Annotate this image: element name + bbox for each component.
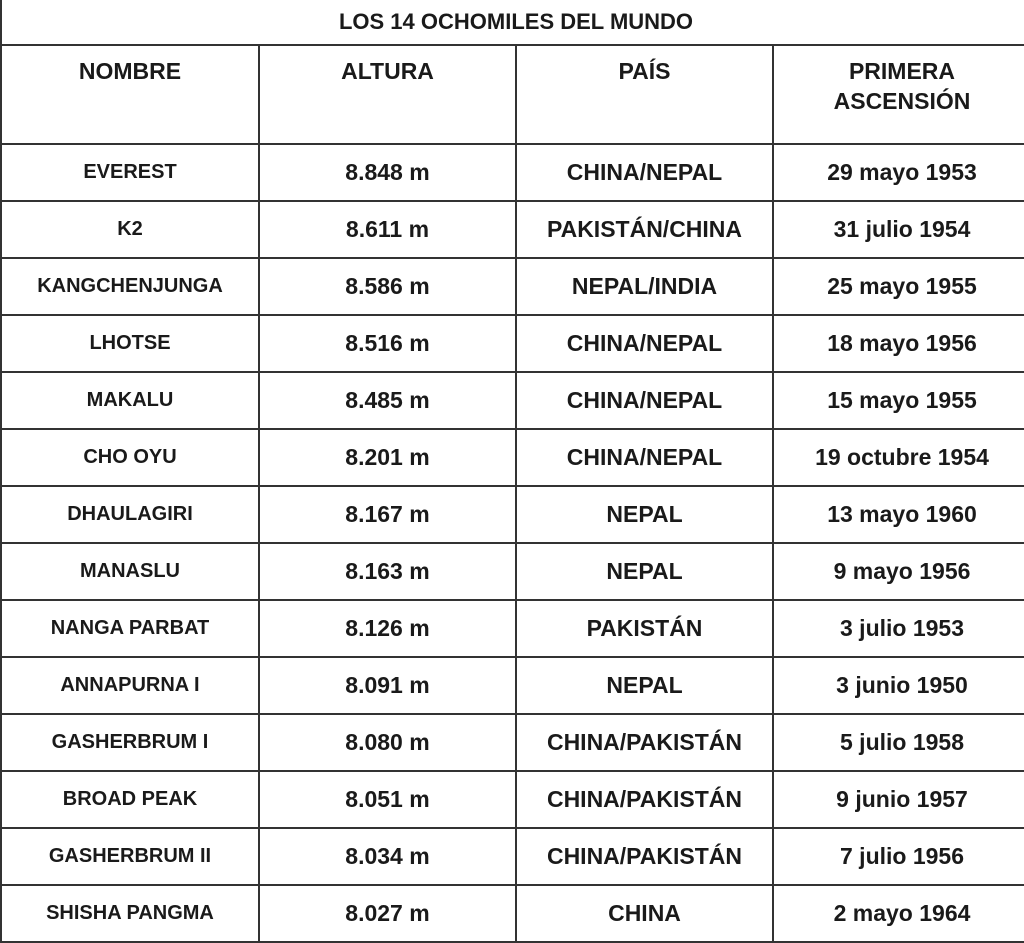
table-row	[1, 543, 1024, 600]
cell-nombre: ANNAPURNA I	[1, 657, 259, 714]
cell-primera-ascension: 2 mayo 1964	[773, 885, 1024, 942]
cell-nombre: MANASLU	[1, 543, 259, 600]
cell-altura: 8.080 m	[259, 714, 516, 771]
cell-pais: CHINA/NEPAL	[516, 372, 773, 429]
cell-primera-ascension: 15 mayo 1955	[773, 372, 1024, 429]
cell-pais: CHINA/NEPAL	[516, 315, 773, 372]
cell-pais: CHINA	[516, 885, 773, 942]
cell-altura: 8.027 m	[259, 885, 516, 942]
cell-altura: 8.586 m	[259, 258, 516, 315]
cell-nombre: DHAULAGIRI	[1, 486, 259, 543]
cell-nombre: CHO OYU	[1, 429, 259, 486]
cell-primera-ascension: 5 julio 1958	[773, 714, 1024, 771]
header-pais: PAÍS	[516, 45, 773, 144]
header-altura: ALTURA	[259, 45, 516, 144]
table-title: LOS 14 OCHOMILES DEL MUNDO	[1, 0, 1024, 45]
cell-nombre: LHOTSE	[1, 315, 259, 372]
cell-pais: NEPAL	[516, 486, 773, 543]
header-primera-ascension-line1: PRIMERA	[848, 58, 956, 84]
cell-primera-ascension: 9 junio 1957	[773, 771, 1024, 828]
cell-pais: PAKISTÁN/CHINA	[516, 201, 773, 258]
table-title-row	[1, 0, 1024, 45]
cell-pais: CHINA/NEPAL	[516, 144, 773, 201]
table-body	[1, 144, 1024, 942]
cell-altura: 8.848 m	[259, 144, 516, 201]
cell-pais: NEPAL	[516, 657, 773, 714]
cell-nombre: BROAD PEAK	[1, 771, 259, 828]
cell-primera-ascension: 19 octubre 1954	[773, 429, 1024, 486]
cell-pais: CHINA/PAKISTÁN	[516, 828, 773, 885]
cell-altura: 8.051 m	[259, 771, 516, 828]
table-row	[1, 486, 1024, 543]
table-row	[1, 429, 1024, 486]
cell-primera-ascension: 29 mayo 1953	[773, 144, 1024, 201]
cell-nombre: GASHERBRUM I	[1, 714, 259, 771]
table-row	[1, 315, 1024, 372]
table-row	[1, 885, 1024, 942]
cell-altura: 8.034 m	[259, 828, 516, 885]
cell-altura: 8.201 m	[259, 429, 516, 486]
cell-pais: PAKISTÁN	[516, 600, 773, 657]
cell-nombre: NANGA PARBAT	[1, 600, 259, 657]
cell-nombre: GASHERBRUM II	[1, 828, 259, 885]
cell-altura: 8.167 m	[259, 486, 516, 543]
cell-altura: 8.485 m	[259, 372, 516, 429]
cell-nombre: KANGCHENJUNGA	[1, 258, 259, 315]
table-row	[1, 144, 1024, 201]
table-row	[1, 372, 1024, 429]
cell-nombre: MAKALU	[1, 372, 259, 429]
cell-pais: NEPAL	[516, 543, 773, 600]
cell-nombre: SHISHA PANGMA	[1, 885, 259, 942]
cell-altura: 8.516 m	[259, 315, 516, 372]
table-row	[1, 771, 1024, 828]
header-primera-ascension-line2: ASCENSIÓN	[833, 88, 971, 114]
cell-pais: CHINA/PAKISTÁN	[516, 714, 773, 771]
cell-nombre: K2	[1, 201, 259, 258]
cell-altura: 8.091 m	[259, 657, 516, 714]
cell-primera-ascension: 18 mayo 1956	[773, 315, 1024, 372]
cell-primera-ascension: 3 julio 1953	[773, 600, 1024, 657]
cell-pais: NEPAL/INDIA	[516, 258, 773, 315]
cell-altura: 8.163 m	[259, 543, 516, 600]
table-row	[1, 828, 1024, 885]
table-row	[1, 258, 1024, 315]
cell-altura: 8.126 m	[259, 600, 516, 657]
cell-nombre: EVEREST	[1, 144, 259, 201]
table-row	[1, 201, 1024, 258]
table-row	[1, 714, 1024, 771]
cell-pais: CHINA/PAKISTÁN	[516, 771, 773, 828]
cell-primera-ascension: 31 julio 1954	[773, 201, 1024, 258]
cell-primera-ascension: 25 mayo 1955	[773, 258, 1024, 315]
cell-pais: CHINA/NEPAL	[516, 429, 773, 486]
table-row	[1, 657, 1024, 714]
cell-primera-ascension: 9 mayo 1956	[773, 543, 1024, 600]
cell-primera-ascension: 3 junio 1950	[773, 657, 1024, 714]
table-row	[1, 600, 1024, 657]
table-header-row	[1, 45, 1024, 144]
header-nombre: NOMBRE	[1, 45, 259, 144]
cell-primera-ascension: 13 mayo 1960	[773, 486, 1024, 543]
cell-primera-ascension: 7 julio 1956	[773, 828, 1024, 885]
cell-altura: 8.611 m	[259, 201, 516, 258]
header-primera-ascension	[773, 45, 1024, 144]
